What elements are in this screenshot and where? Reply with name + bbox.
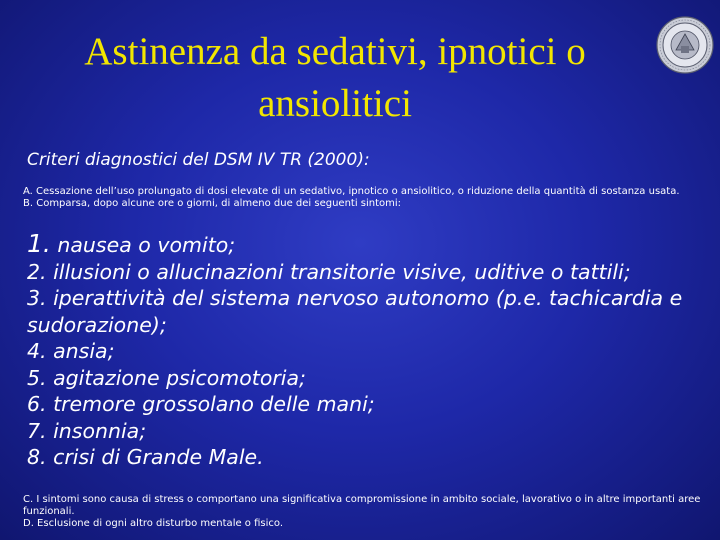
- criterion-d: D. Esclusione di ogni altro disturbo mentale o fisico.: [23, 518, 283, 529]
- symptom-item: [27, 391, 717, 418]
- symptom-text: agitazione psicomotoria;: [46, 365, 306, 390]
- symptom-number: 2.: [27, 259, 47, 284]
- criterion-b: B. Comparsa, dopo alcune ore o giorni, di almeno due dei seguenti sintomi:: [23, 198, 402, 209]
- symptom-item: [27, 365, 717, 392]
- symptom-text: tremore grossolano delle mani;: [46, 392, 375, 416]
- symptom-item: [27, 444, 717, 471]
- symptom-number: 3.: [27, 286, 47, 310]
- university-seal-icon: [656, 16, 714, 74]
- symptom-text: insonnia;: [46, 418, 147, 443]
- criteria-heading: Criteri diagnostici del DSM IV TR (2000):: [27, 150, 370, 170]
- symptom-text: iperattività del sistema nervoso autonomo (p.e. tachicardia e sudorazione);: [27, 286, 683, 337]
- symptom-number: 7.: [27, 418, 47, 443]
- symptom-item: [27, 338, 717, 365]
- symptom-list: [27, 231, 717, 471]
- criteria-cd: [23, 494, 703, 530]
- symptom-text: nausea o vomito;: [50, 233, 236, 257]
- symptom-item: [27, 259, 717, 286]
- symptom-number: 4.: [27, 339, 47, 363]
- symptom-text: crisi di Grande Male.: [46, 445, 264, 469]
- criteria-ab: [23, 186, 703, 210]
- slide-title: [30, 26, 640, 130]
- title-line-1: Astinenza da sedativi, ipnotici o: [84, 30, 586, 73]
- symptom-number: 8.: [27, 445, 47, 469]
- symptom-item: [27, 231, 717, 259]
- symptom-text: ansia;: [46, 339, 115, 363]
- symptom-text: illusioni o allucinazioni transitorie visive, uditive o tattili;: [46, 259, 631, 284]
- symptom-number: 1.: [27, 229, 51, 258]
- symptom-item: [27, 418, 717, 445]
- criterion-a: A. Cessazione dell’uso prolungato di dosi elevate di un sedativo, ipnotico o ansiolitico, o riduzione della quantità di sostanza usata.: [23, 186, 680, 197]
- symptom-number: 6.: [27, 392, 47, 416]
- title-line-2: ansiolitici: [258, 82, 412, 125]
- symptom-item: [27, 285, 717, 338]
- criterion-c: C. I sintomi sono causa di stress o comportano una significativa compromissione in ambito sociale, lavorativo o in altre importanti aree funzionali.: [23, 494, 701, 517]
- symptom-number: 5.: [27, 365, 47, 390]
